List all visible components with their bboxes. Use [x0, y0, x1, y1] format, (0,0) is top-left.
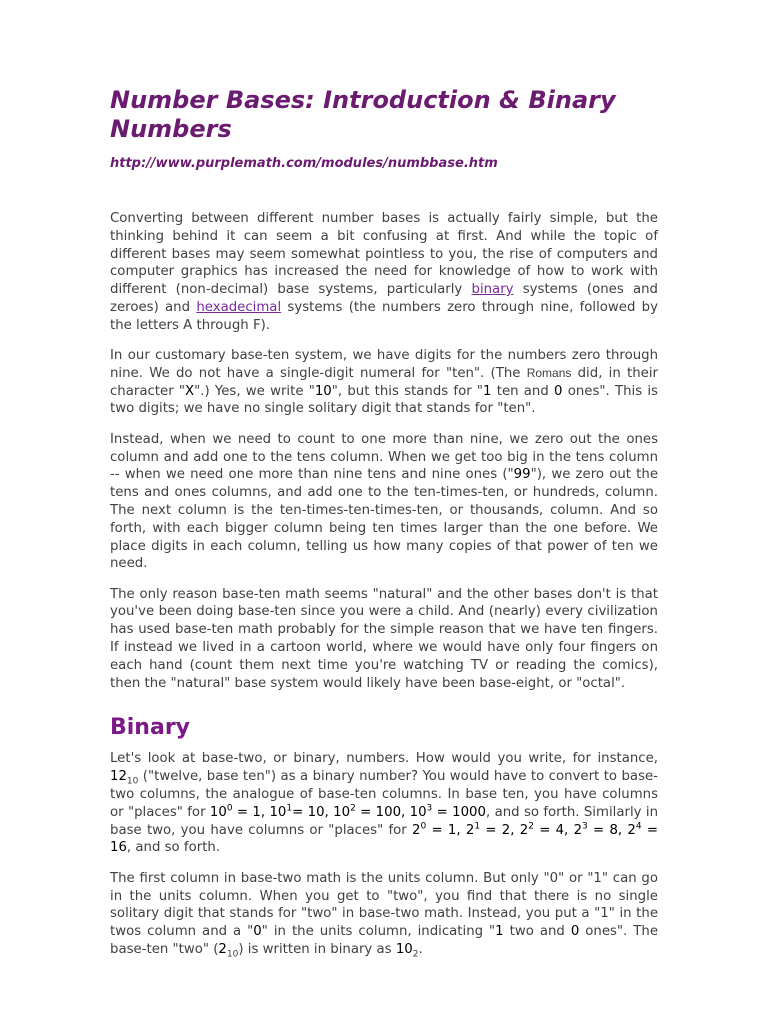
numeral-two: 2 [218, 941, 227, 957]
numeral-ten-binary: 10 [395, 941, 413, 957]
numeral-zero: 0 [253, 924, 262, 940]
text-run: "), we zero out the tens and ones columns, and add one to the ten-times-ten, or hundreds, column. The next column is the ten-times-ten-times-ten, or thousands, column. And so forth, with each bigger column being ten times larger than the one before. We place digits in each column, telling us how many copies of that power of ten we need. [110, 467, 659, 572]
text-run: ".) Yes, we write " [194, 383, 315, 399]
numeral-12: 12 [110, 769, 127, 785]
text-run: " in the units column, indicating " [261, 924, 496, 940]
article [110, 86, 658, 959]
subscript-base: 2 [412, 949, 419, 960]
text-run: ", but this stands for " [331, 383, 484, 399]
romans-text: Romans [526, 365, 572, 380]
text-run: two and [503, 924, 571, 940]
text-run: ) is written in binary as [238, 941, 396, 957]
text-run: The first column in base-two math is the units column. But only "0" or "1" can go in the units column. When you get to "two", you find that there is no single solitary digit that stands for "two" in base-two math. Instead, you put a "1" in the twos column and a " [110, 870, 658, 940]
text-run: . [418, 941, 423, 957]
text-run: ones". The base-ten "two" ( [110, 924, 658, 957]
binary-link[interactable]: binary [471, 282, 514, 298]
paragraph-intro [110, 210, 658, 335]
hexadecimal-link[interactable]: hexadecimal [196, 299, 282, 315]
numeral-99: 99 [513, 467, 531, 483]
text-run: systems (the numbers zero through nine, followed by the letters A through F). [110, 299, 658, 333]
power-two: $2^0 = 1$, $2^1 = 2$, $2^2 = 4$, $2^3 = 8$, $2^4 = 16$ [110, 821, 659, 856]
power-ten: $10^0 = 1$, $10^1= 10$, $10^2 = 100$, $10^3 = 1000$ [209, 803, 486, 820]
text-run: Instead, when we need to count to one more than nine, we zero out the ones column and add one to the tens column. When we get too big in the tens column -- when we need one more than nine tens and nine ones (" [110, 431, 658, 483]
paragraph-natural: The only reason base-ten math seems "natural" and the other bases don't is that you've been doing base-ten since you were a child. And (nearly) every civilization has used base-ten math probably for the simple reason that we have ten fingers. If instead we lived in a cartoon world, where we would have only four fingers on each hand (count them next time you're watching TV or reading the comics), then the "natural" base system would likely have been base-eight, or "octal". [110, 586, 658, 691]
page-title: Number Bases: Introduction & Binary Numbers [110, 86, 616, 143]
section-heading-binary: Binary [110, 715, 191, 741]
subscript-base: 10 [226, 949, 239, 960]
paragraph-units-column [110, 870, 658, 959]
paragraph-binary-intro [110, 750, 658, 857]
text-run: did, in their character " [110, 365, 658, 399]
text-run: Let's look at base-two, or binary, numbers. How would you write, for instance, [110, 751, 658, 767]
source-url: http://www.purplemath.com/modules/numbbase.htm [110, 156, 498, 171]
text-run: ("twelve, base ten") as a binary number? You would have to convert to base-two columns, the analogue of base-ten columns. In base ten, you have columns or "places" for [110, 769, 658, 820]
numeral-one: 1 [483, 383, 492, 399]
text-run: , and so forth. Similarly in base two, you have columns or "places" for [110, 804, 659, 838]
numeral-zero: 0 [554, 383, 563, 399]
text-run: ten and [491, 383, 555, 399]
paragraph-base-ten [110, 347, 658, 418]
numeral-ten: 10 [314, 383, 332, 399]
paragraph-counting [110, 431, 658, 573]
subscript-base: 10 [126, 776, 139, 787]
text-run: Converting between different number bases is actually fairly simple, but the thinking behind it can seem a bit confusing at first. And while the topic of different bases may seem somewhat pointless to you, the rise of computers and computer graphics has increased the need for knowledge of how to work with different (non-decimal) base systems, particularly [110, 211, 658, 298]
numeral-one: 1 [495, 924, 504, 940]
text-run: systems (ones and zeroes) and [110, 282, 658, 315]
text-run: , and so forth. [126, 840, 221, 856]
numeral-x: X [185, 383, 195, 399]
text-run: ones". This is two digits; we have no single solitary digit that stands for "ten". [110, 383, 658, 417]
numeral-zero: 0 [570, 924, 580, 940]
text-run: In our customary base-ten system, we have digits for the numbers zero through nine. We do not have a single-digit numeral for "ten". (The [110, 348, 658, 381]
